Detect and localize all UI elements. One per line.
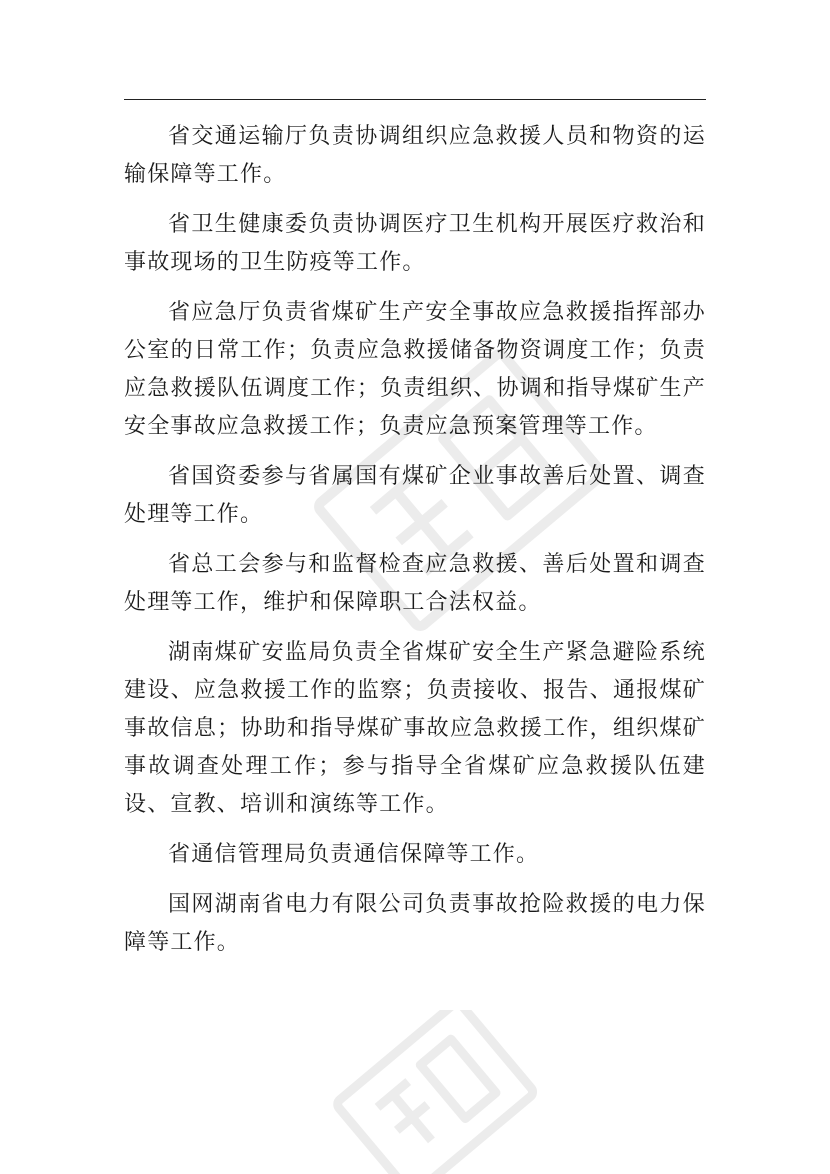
- paragraph-emergency-department: 省应急厅负责省煤矿生产安全事故应急救援指挥部办公室的日常工作；负责应急救援储备物资调度工作；负责应急救援队伍调度工作；负责组织、协调和指导煤矿生产安全事故应急救援工作；负责应急预案管理等工作。: [124, 300, 706, 439]
- paragraph-coal-mine-safety-bureau: 湖南煤矿安监局负责全省煤矿安全生产紧急避险系统建设、应急救援工作的监察；负责接收、报告、通报煤矿事故信息；协助和指导煤矿事故应急救援工作，组织煤矿事故调查处理工作；参与指导全省煤矿应急救援队伍建设、宣教、培训和演练等工作。: [124, 640, 706, 817]
- paragraph-communications-bureau: 省通信管理局负责通信保障等工作。: [168, 842, 540, 867]
- paragraph-transport-department: 省交通运输厅负责协调组织应急救援人员和物资的运输保障等工作。: [124, 124, 706, 187]
- paragraph-health-commission: 省卫生健康委负责协调医疗卫生机构开展医疗救治和事故现场的卫生防疫等工作。: [124, 212, 706, 275]
- paragraph-state-grid: 国网湖南省电力有限公司负责事故抢险救援的电力保障等工作。: [124, 892, 706, 955]
- header-rule: [124, 99, 706, 100]
- paragraph-sasac: 省国资委参与省属国有煤矿企业事故善后处置、调查处理等工作。: [124, 464, 706, 527]
- paragraph-trade-union: 省总工会参与和监督检查应急救援、善后处置和调查处理等工作，维护和保障职工合法权益。: [124, 552, 706, 615]
- watermark-graphic-bottom: [300, 1010, 560, 1174]
- document-body: [124, 118, 706, 974]
